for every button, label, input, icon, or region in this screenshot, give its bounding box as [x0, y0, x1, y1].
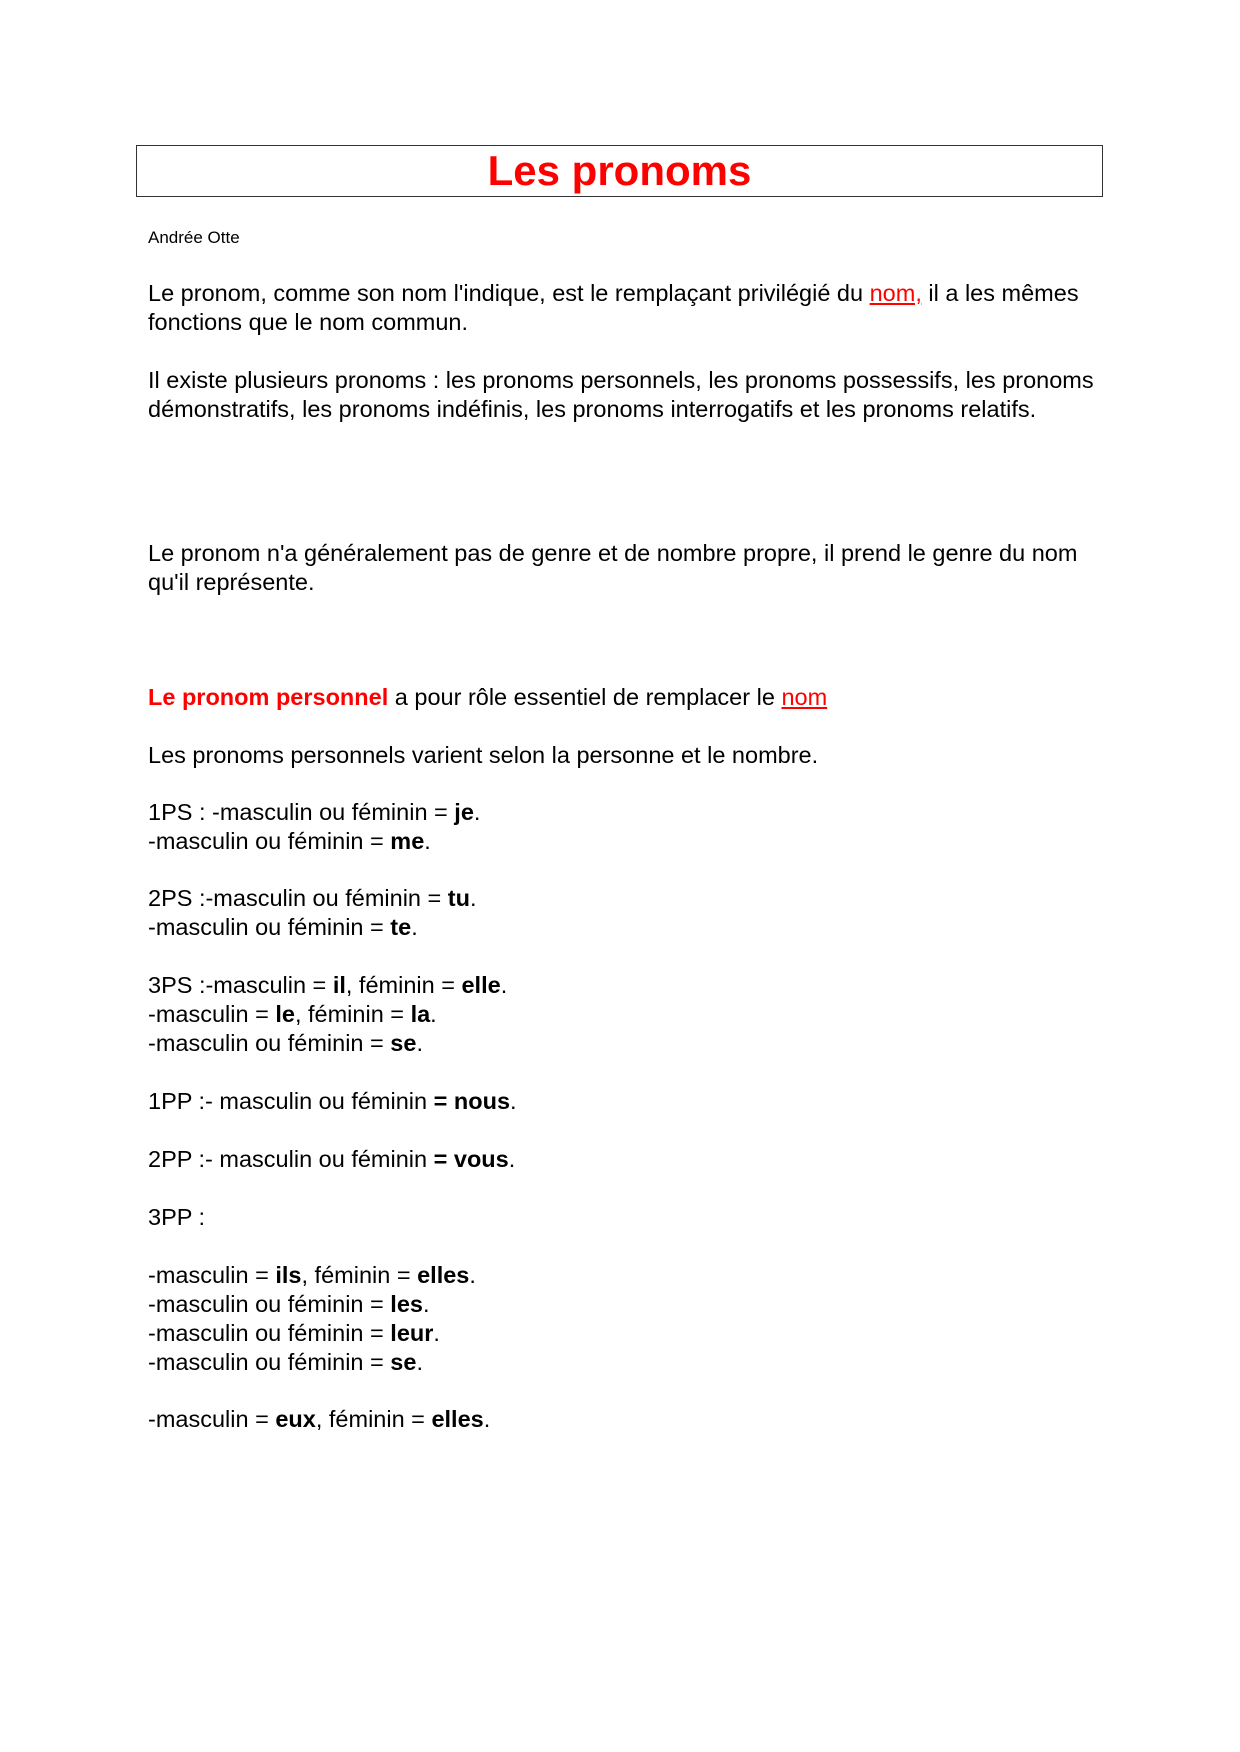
personnel-heading-text: a pour rôle essentiel de remplacer le	[388, 684, 782, 710]
line-3ps-2: -masculin = le, féminin = la.	[148, 1001, 437, 1027]
types-paragraph: Il existe plusieurs pronoms : les pronoms personnels, les pronoms possessifs, les pronoms démonstratifs, les pronoms indéfinis, les pronoms interrogatifs et les pronoms relatifs.	[148, 367, 1094, 422]
line-3ps-1: 3PS :-masculin = il, féminin = elle.	[148, 972, 508, 998]
section-3pp	[148, 1261, 1098, 1377]
intro-paragraph	[148, 279, 1098, 337]
line-3pp-2: -masculin ou féminin = les.	[148, 1291, 430, 1317]
line-3pp-5: -masculin = eux, féminin = elles.	[148, 1406, 491, 1432]
personnel-heading-bold: Le pronom personnel	[148, 684, 389, 710]
intro-text: Le pronom, comme son nom l'indique, est le remplaçant privilégié du	[148, 280, 870, 306]
line-3ps-3: -masculin ou féminin = se.	[148, 1030, 423, 1056]
nom-link-2[interactable]: nom	[781, 684, 828, 710]
page-title: Les pronoms	[487, 147, 752, 194]
author-name: Andrée Otte	[148, 228, 240, 247]
personnel-heading	[148, 683, 1098, 712]
variation-paragraph: Les pronoms personnels varient selon la personne et le nombre.	[148, 742, 819, 768]
line-3pp-1: -masculin = ils, féminin = elles.	[148, 1262, 476, 1288]
nom-link[interactable]: nom,	[869, 280, 922, 306]
section-3ps	[148, 971, 1098, 1058]
label-3pp: 3PP :	[148, 1204, 206, 1230]
line-1pp: 1PP :- masculin ou féminin = nous.	[148, 1088, 517, 1114]
line-2ps-2: -masculin ou féminin = te.	[148, 914, 418, 940]
section-1ps	[148, 798, 1098, 856]
section-2ps	[148, 884, 1098, 942]
title-box	[136, 145, 1103, 197]
line-1ps-2: -masculin ou féminin = me.	[148, 828, 431, 854]
line-2ps-1: 2PS :-masculin ou féminin = tu.	[148, 885, 477, 911]
line-1ps-1: 1PS : -masculin ou féminin = je.	[148, 799, 481, 825]
intro-text-end: il a les mêmes fonctions que le nom commun.	[148, 280, 1079, 335]
genre-paragraph: Le pronom n'a généralement pas de genre et de nombre propre, il prend le genre du nom qu'il représente.	[148, 540, 1078, 595]
line-3pp-4: -masculin ou féminin = se.	[148, 1349, 423, 1375]
line-2pp: 2PP :- masculin ou féminin = vous.	[148, 1146, 516, 1172]
line-3pp-3: -masculin ou féminin = leur.	[148, 1320, 440, 1346]
